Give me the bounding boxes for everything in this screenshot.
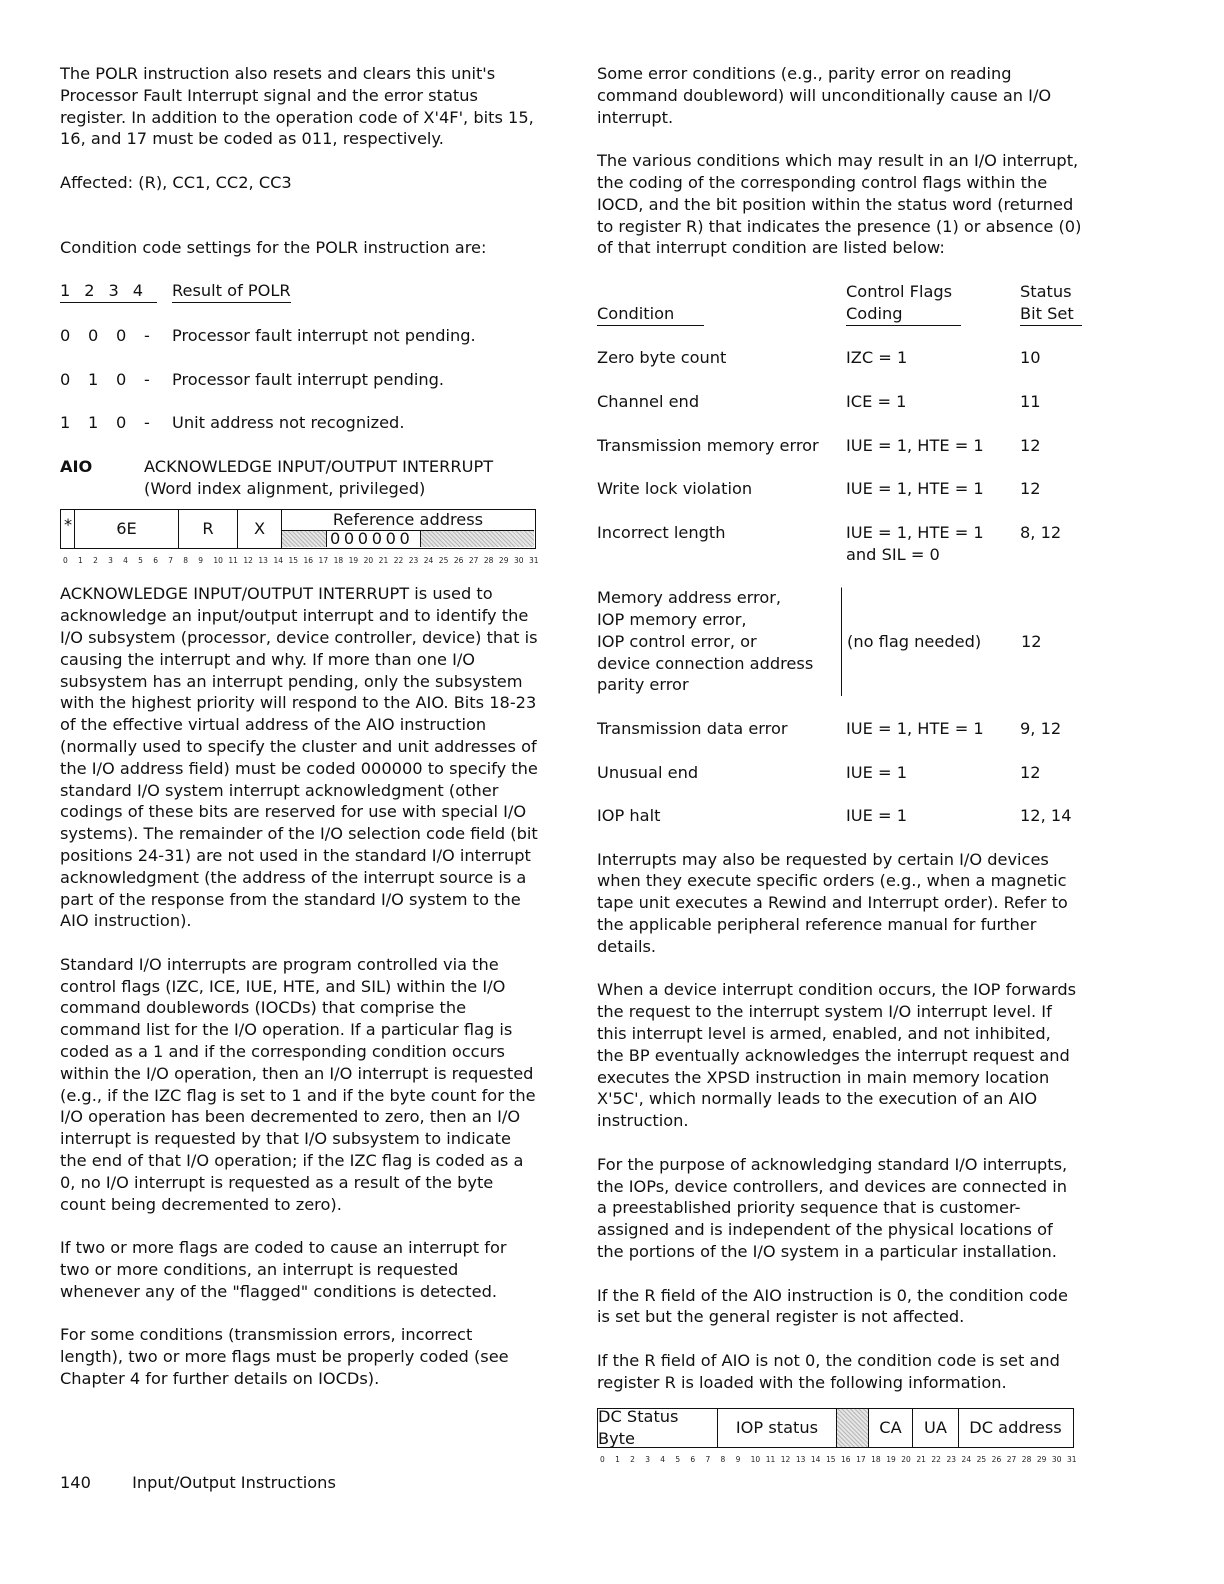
cc-bit: 0 [88, 325, 99, 345]
row-flags: IZC = 1 [846, 348, 908, 368]
device-interrupts-paragraph: Interrupts may also be requested by certain I/O devices when they execute specific orders (e.g., when a magnetic tape unit executes a Rewind and Interrupt order). Refer to the applicable peripheral reference manual for further details. [597, 849, 1068, 956]
polr-paragraph: The POLR instruction also resets and clears this unit's Processor Fault Interrupt signal and the error status register. In addition to the operation code of X'4F', bits 15, 16, and 17 must be coded as 011, respectively. [60, 64, 534, 149]
status-format-box [597, 1408, 1074, 1448]
row-condition: Channel end [597, 391, 700, 411]
row-condition: IOP halt [597, 806, 661, 826]
aio-heading [60, 456, 540, 500]
cc-bit: 1 [88, 369, 99, 389]
table-row [597, 762, 1082, 784]
row-condition: Incorrect length [597, 522, 726, 542]
section-title: Input/Output Instructions [132, 1473, 336, 1492]
row-flags: IUE = 1, HTE = 1 [846, 435, 984, 455]
row-bit: 12 [1020, 435, 1041, 455]
bit-number: 7 [705, 1454, 711, 1464]
bit-number: 10 [213, 556, 223, 566]
bit-number: 17 [318, 556, 329, 566]
bit-number: 26 [991, 1454, 1002, 1464]
ua-field: UA [912, 1409, 958, 1447]
row-bit: 12 [1020, 479, 1041, 499]
bit-number: 19 [348, 556, 359, 566]
cc-header-result: Result of POLR [172, 280, 291, 303]
shaded-bits [420, 531, 534, 547]
brace-flag: (no flag needed) [847, 631, 982, 651]
aio-instruction-format [60, 509, 540, 566]
brace-bit: 12 [1021, 631, 1042, 651]
reference-address-label: Reference address [332, 510, 484, 530]
bit-number: 29 [1036, 1454, 1047, 1464]
table-row [597, 478, 1082, 500]
r-field: R [178, 510, 237, 548]
bit-number: 13 [258, 556, 268, 566]
cc-table-header [60, 280, 540, 303]
r-field-zero-paragraph: If the R field of the AIO instruction is 0, the condition code is set but the general register is not affected. [597, 1285, 1068, 1327]
dc-address-field: DC address [958, 1409, 1072, 1447]
row-flags: IUE = 1 [846, 762, 908, 782]
row-condition: Transmission data error [597, 718, 788, 738]
cc-intro: Condition code settings for the POLR instruction are: [60, 237, 487, 257]
bit-number: 0 [600, 1454, 605, 1464]
row-flags-continued: and SIL = 0 [846, 544, 940, 564]
bit-number: 11 [765, 1454, 776, 1464]
bit-number: 9 [735, 1454, 741, 1464]
bit-number: 21 [916, 1454, 926, 1464]
cc-bit: 1 [60, 413, 71, 433]
bit-number: 6 [153, 556, 158, 566]
row-condition: Write lock violation [597, 479, 753, 499]
cc-header-bit1: 1 [60, 281, 71, 301]
row-bit: 12 [1020, 762, 1041, 782]
reference-address-field [281, 510, 534, 548]
bit-number: 18 [333, 556, 344, 566]
some-conditions-paragraph: For some conditions (transmission errors, incorrect length), two or more flags must be properly coded (see Chapter 4 for further details on IOCDs). [60, 1325, 509, 1389]
aio-mnemonic: AIO [60, 456, 93, 476]
cc-row [60, 369, 540, 391]
bit-number: 2 [630, 1454, 635, 1464]
bit-number: 21 [378, 556, 389, 566]
bit-number: 24 [961, 1454, 972, 1464]
cc-result: Unit address not recognized. [172, 413, 405, 433]
x-field: X [237, 510, 281, 548]
bit-number: 16 [303, 556, 314, 566]
bit-number: 1 [615, 1454, 620, 1464]
bit-number: 31 [1067, 1454, 1077, 1464]
row-bit: 8, 12 [1020, 522, 1062, 542]
table-row [597, 391, 1082, 413]
cc-row [60, 325, 540, 347]
bit-number: 28 [483, 556, 494, 566]
r-field-nonzero-paragraph: If the R field of AIO is not 0, the condition code is set and register R is loaded with the following information. [597, 1351, 1060, 1392]
iop-status-field: IOP status [717, 1409, 836, 1447]
row-condition: Transmission memory error [597, 435, 819, 455]
priority-sequence-paragraph: For the purpose of acknowledging standard I/O interrupts, the IOPs, device controllers, and devices are connected in a preestablished priority sequence that is customer-assigned and is independent of the physical locations of the portions of the I/O system in a particular installation. [597, 1154, 1068, 1262]
header-bit-line1: Status [1020, 281, 1072, 301]
cc-bit: - [144, 369, 150, 389]
status-word-format [597, 1408, 1082, 1462]
bit-number: 28 [1021, 1454, 1032, 1464]
bit-number: 30 [513, 556, 524, 566]
header-flags-line1: Control Flags [846, 281, 953, 301]
row-bit: 11 [1020, 391, 1041, 411]
cc-result: Processor fault interrupt pending. [172, 369, 445, 389]
bit-number: 0 [63, 556, 68, 566]
bit-number: 17 [856, 1454, 866, 1464]
table-row [597, 718, 1082, 740]
cc-result: Processor fault interrupt not pending. [172, 325, 476, 345]
row-condition: Zero byte count [597, 348, 727, 368]
cc-bit: 0 [116, 369, 127, 389]
cc-bit: 1 [88, 413, 99, 433]
row-flags: IUE = 1, HTE = 1 [846, 522, 984, 542]
bit-number: 29 [498, 556, 509, 566]
bit-number: 31 [529, 556, 539, 566]
zero-bits: 000000 [330, 529, 414, 549]
cc-row [60, 412, 540, 434]
page-number: 140 [60, 1473, 91, 1492]
bit-number: 8 [183, 556, 189, 566]
bit-number: 4 [660, 1454, 666, 1464]
bit-number: 15 [825, 1454, 836, 1464]
aio-subtitle: (Word index alignment, privileged) [144, 478, 426, 498]
brace-condition: Memory address error, [597, 588, 782, 608]
aio-description: ACKNOWLEDGE INPUT/OUTPUT INTERRUPT is used to acknowledge an input/output interrupt and to identify the I/O subsystem (processor, device controller, device) that is causing the interrupt and why. If more than one I/O subsystem has an interrupt pending, only the subsystem with the highest priority will respond to the AIO. Bits 18-23 of the effective virtual address of the AIO instruction (normally used to specify the cluster and unit addresses of the I/O address field) must be coded 000000 to specify the standard I/O system interrupt acknowledgment (other codings of these bits are reserved for use with special I/O systems). The remainder of the I/O selection code field (bit positions 24-31) are not used in the standard I/O interrupt acknowledgment (the address of the interrupt source is a part of the response from the standard I/O system to the AIO instruction). [60, 584, 538, 931]
bit-number: 12 [780, 1454, 791, 1464]
cc-bit: 0 [116, 413, 127, 433]
bit-number: 13 [795, 1454, 806, 1464]
bit-number: 3 [645, 1454, 650, 1464]
cc-bit: 0 [60, 369, 71, 389]
header-condition: Condition [597, 303, 704, 326]
bit-number: 6 [690, 1454, 696, 1464]
bit-number: 23 [408, 556, 419, 566]
brace-condition: IOP control error, or [597, 631, 757, 651]
right-column [597, 63, 1082, 1482]
brace-condition: IOP memory error, [597, 609, 747, 629]
bit-number: 20 [363, 556, 374, 566]
table-row [597, 347, 1082, 369]
row-flags: IUE = 1 [846, 806, 908, 826]
cc-header-bit4: 4 [132, 281, 144, 301]
conditions-intro-paragraph: The various conditions which may result in an I/O interrupt, the coding of the corresponding control flags within the IOCD, and the bit position within the status word (returned to register R) that indicates the presence (1) or absence (0) of that interrupt condition are listed below: [597, 151, 1082, 258]
bit-number: 10 [750, 1454, 761, 1464]
shaded-bits [282, 531, 327, 547]
multiple-flags-paragraph: If two or more flags are coded to cause an interrupt for two or more conditions, an interrupt is requested whenever any of the "flagged" conditions is detected. [60, 1238, 507, 1301]
control-flags-table-header [597, 281, 1082, 326]
affected-line: Affected: (R), CC1, CC2, CC3 [60, 172, 292, 192]
bit-number: 12 [243, 556, 253, 566]
bit-number: 7 [168, 556, 173, 566]
bit-number: 23 [946, 1454, 957, 1464]
bit-number: 22 [393, 556, 404, 566]
left-column [60, 63, 540, 1412]
bit-number: 4 [123, 556, 128, 566]
bit-number: 15 [288, 556, 299, 566]
brace-condition: device connection address [597, 653, 814, 673]
bit-number: 18 [871, 1454, 881, 1464]
bit-number: 30 [1051, 1454, 1062, 1464]
bit-number: 27 [1006, 1454, 1017, 1464]
device-interrupt-condition-paragraph: When a device interrupt condition occurs, the IOP forwards the request to the interrupt system I/O interrupt level. If this interrupt level is armed, enabled, and not inhibited, the BP eventually acknowledges the interrupt request and executes the XPSD instruction in main memory location X'5C', which normally leads to the execution of an AIO instruction. [597, 980, 1077, 1131]
row-bit: 12, 14 [1020, 806, 1072, 826]
cc-header-bit2: 2 [84, 281, 95, 301]
header-bit-line2: Bit Set [1020, 303, 1082, 326]
opcode-field: 6E [74, 510, 178, 548]
aio-title: ACKNOWLEDGE INPUT/OUTPUT INTERRUPT [144, 456, 494, 476]
bit-number: 16 [841, 1454, 851, 1464]
bit-number: 3 [108, 556, 113, 566]
bit-number: 25 [976, 1454, 987, 1464]
brace-condition: parity error [597, 675, 689, 695]
page-footer [60, 1473, 336, 1492]
row-flags: ICE = 1 [846, 391, 907, 411]
error-conditions-paragraph: Some error conditions (e.g., parity error on reading command doubleword) will unconditionally cause an I/O interrupt. [597, 64, 1052, 127]
table-row [597, 435, 1082, 457]
indirect-bit: * [63, 515, 73, 535]
bit-number: 27 [468, 556, 479, 566]
row-condition: Unusual end [597, 762, 699, 782]
bit-number: 22 [931, 1454, 941, 1464]
brace-line [835, 587, 842, 696]
cc-bit: 0 [60, 325, 71, 345]
bit-number: 8 [720, 1454, 726, 1464]
row-bit: 10 [1020, 348, 1041, 368]
control-flags-paragraph: Standard I/O interrupts are program controlled via the control flags (IZC, ICE, IUE, HTE, and SIL) within the I/O command doublewords (IOCDs) that comprise the command list for the I/O operation. If a particular flag is coded as a 1 and if the corresponding condition occurs within the I/O operation, then an I/O interrupt is requested (e.g., if the IZC flag is set to 1 and if the byte count for the I/O operation has been decremented to zero, then an I/O interrupt is requested by that I/O subsystem to indicate the end of that I/O operation; if the IZC flag is coded as a 0, no I/O interrupt is requested as a result of the byte count being decremented to zero). [60, 954, 536, 1214]
shaded-bits [836, 1409, 868, 1447]
bit-number: 5 [138, 556, 143, 566]
bit-number: 26 [453, 556, 464, 566]
bit-number: 20 [901, 1454, 911, 1464]
format-box [60, 509, 536, 549]
bit-number: 5 [675, 1454, 681, 1464]
bit-number: 14 [810, 1454, 821, 1464]
bit-number: 25 [438, 556, 449, 566]
bit-number: 11 [228, 556, 238, 566]
cc-bit: - [144, 413, 150, 433]
bit-number: 2 [93, 556, 98, 566]
bit-number: 19 [886, 1454, 896, 1464]
ca-field: CA [868, 1409, 912, 1447]
table-row [597, 522, 1082, 566]
table-row [597, 805, 1082, 827]
row-flags: IUE = 1, HTE = 1 [846, 479, 984, 499]
dc-status-byte-field: DC Status Byte [598, 1406, 679, 1448]
bit-number: 24 [423, 556, 434, 566]
row-flags: IUE = 1, HTE = 1 [846, 718, 984, 738]
bit-number: 1 [78, 556, 83, 566]
cc-bit: 0 [116, 325, 127, 345]
bit-number: 9 [198, 556, 204, 566]
no-flag-conditions-group [597, 587, 1082, 696]
row-bit: 9, 12 [1020, 718, 1062, 738]
bit-number: 14 [273, 556, 283, 566]
cc-bit: - [144, 325, 150, 345]
cc-header-bit3: 3 [108, 281, 119, 301]
header-flags-line2: Coding [846, 303, 961, 326]
